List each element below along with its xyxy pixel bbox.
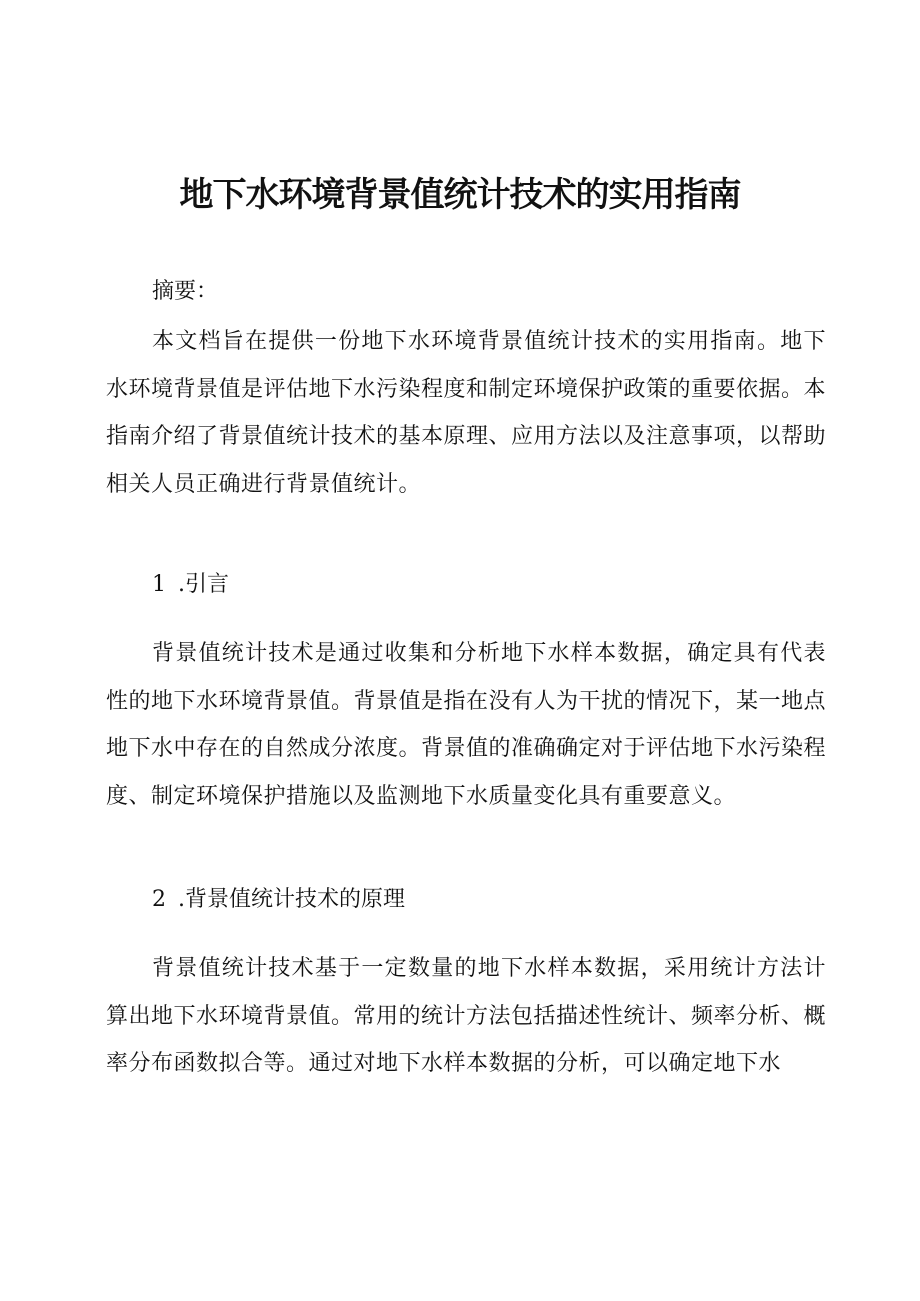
section-1-paragraph: 背景值统计技术是通过收集和分析地下水样本数据，确定具有代表性的地下水环境背景值。背景值是指在没有人为干扰的情况下，某一地点地下水中存在的自然成分浓度。背景值的准确确定对于评估地下水污染程度、制定环境保护措施以及监测地下水质量变化具有重要意义。 (106, 641, 827, 809)
section-1-number: 1 (152, 572, 166, 597)
section-1-heading (152, 570, 229, 600)
section-1-title: .引言 (178, 572, 229, 597)
section-2-paragraph: 背景值统计技术基于一定数量的地下水样本数据，采用统计方法计算出地下水环境背景值。常用的统计方法包括描述性统计、频率分析、概率分布函数拟合等。通过对地下水样本数据的分析，可以确定地下水 (106, 956, 827, 1076)
section-2-title: .背景值统计技术的原理 (178, 887, 405, 912)
abstract-label: 摘要： (152, 279, 219, 304)
document-title: 地下水环境背景值统计技术的实用指南 (179, 175, 741, 215)
abstract-paragraph: 本文档旨在提供一份地下水环境背景值统计技术的实用指南。地下水环境背景值是评估地下水污染程度和制定环境保护政策的重要依据。本指南介绍了背景值统计技术的基本原理、应用方法以及注意事项，以帮助相关人员正确进行背景值统计。 (106, 329, 827, 497)
section-2-number: 2 (152, 887, 166, 912)
section-2-heading (152, 885, 405, 915)
